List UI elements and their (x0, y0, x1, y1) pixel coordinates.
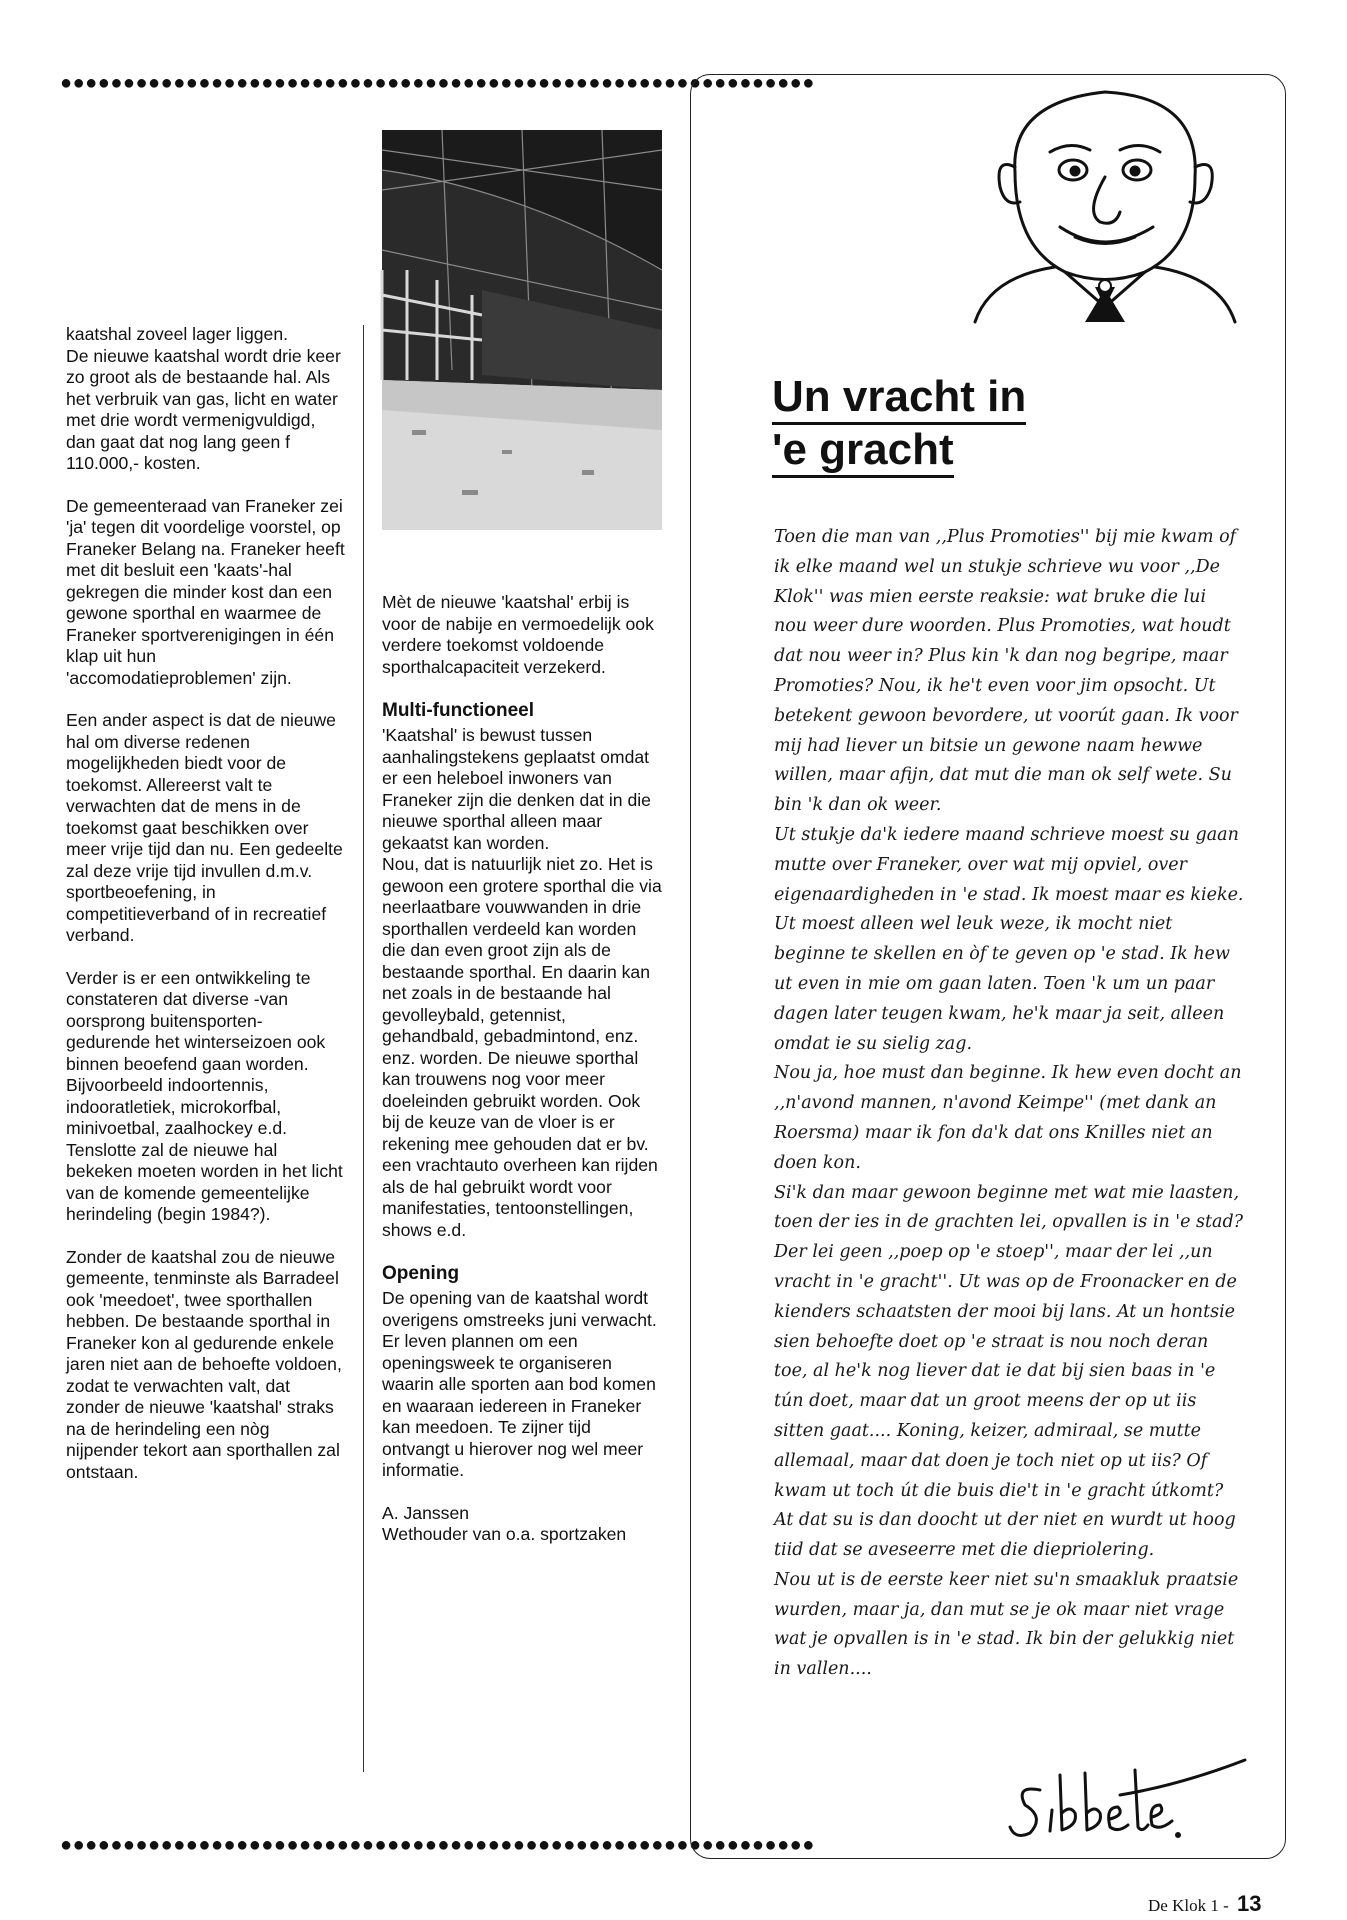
middle-column (382, 592, 662, 1567)
column-text (774, 523, 1244, 1685)
caricature-illustration (955, 62, 1255, 322)
middle-paragraph-1: 'Kaatshal' is bewust tussen aanhalingstekens geplaatst omdat er een heleboel inwoners van Franeker zijn die denken dat in die nieuwe sporthal alleen maar gekaatst kan worden. Nou, dat is natuurlijk niet zo. Het is gewoon een grotere sporthal die via neerlaatbare vouwwanden in drie sporthallen verdeeld kan worden die dan even groot zijn als de bestaande sporthal. En daarin kan net zoals in de bestaande hal gevolleybald, getennist, gehandbald, gebadmintond, enz. enz. worden. De nieuwe sporthal kan trouwens nog voor meer doeleinden gebruikt worden. Ook bij de keuze van de vloer is er rekening mee gehouden dat er bv. een vrachtauto overheen kan rijden als de hal gebruikt wordt voor manifestaties, tentoonstellingen, shows e.d. (382, 725, 662, 1240)
signature (1000, 1755, 1250, 1855)
column-paragraph-2: Ut stukje da'k iedere maand schrieve moest su gaan mutte over Franeker, over wat mij opviel, over eigenaardigheden in 'e stad. Ik moest maar es kieke. Ut moest alleen wel leuk weze, ik mocht niet beginne te skellen en òf te geven op 'e stad. Ik hew ut even in mie om gaan laten. Toen 'k um un paar dagen later teugen kwam, he'k maar ja seit, alleen omdat ie su sielig zag. (774, 824, 1244, 1054)
author-credit: A. Janssen Wethouder van o.a. sportzaken (382, 1502, 627, 1544)
column-title (772, 372, 1026, 478)
column-paragraph-4: Si'k dan maar gewoon beginne met wat mie laasten, toen der ies in de grachten lei, opvallen is in 'e stad? Der lei geen ,,poep op 'e stoep'', maar der lei ,,un vracht in 'e gracht''. Ut was op de Froonacker en de kienders schaatsten der mooi bij lans. At un hontsie sien behoefte doet op 'e straat is nou noch deran toe, al he'k nog liever dat ie dat bij sien baas in 'e tún doet, maar dat un groot meens der op ut iis sitten gaat.... Koning, keizer, admiraal, se mutte allemaal, maar dat doen je toch niet op ut iis? Of kwam ut toch út die buis die't in 'e gracht útkomt? At dat su is dan doocht ut der niet en wurdt ut hoog tiid dat se aveseerre met die diepriolering. (774, 1182, 1244, 1561)
column-paragraph-5: Nou ut is de eerste keer niet su'n smaakluk praatsie wurden, maar ja, dan mut se je ok maar niet vrage wat je opvallen is in 'e stad. Ik bin der gelukkig niet in vallen.... (774, 1569, 1239, 1680)
left-paragraph-2: De gemeenteraad van Franeker zei 'ja' tegen dit voordelige voorstel, op Franeker Belang na. Franeker heeft met dit besluit een 'kaats'-hal gekregen die minder kost dan een gewone sporthal en waarmee de Franeker sportverenigingen in één klap uit hun 'accomodatieproblemen' zijn. (66, 495, 345, 688)
left-paragraph-3: Een ander aspect is dat de nieuwe hal om diverse redenen mogelijkheden biedt voor de toekomst. Allereerst valt te verwachten dat de mens in de toekomst gaat beschikken over meer vrije tijd dan nu. Een gedeelte zal deze vrije tijd invullen d.m.v. sportbeoefening, in competitieverband of in recreatief verband. (66, 710, 343, 945)
column-divider (363, 325, 364, 1772)
column-title-line-1: Un vracht in (772, 372, 1026, 425)
column-title-line-2: 'e gracht (772, 425, 954, 478)
page-number: 13 (1237, 1891, 1262, 1916)
sports-hall-photo (382, 130, 662, 530)
column-paragraph-1: Toen die man van ,,Plus Promoties'' bij mie kwam of ik elke maand wel un stukje schrieve wu voor ,,De Klok'' was mien eerste reaksie: wat bruke die lui nou weer dure woorden. Plus Promoties, wat houdt dat nou weer in? Plus kin 'k dan nog begripe, maar Promoties? Nou, ik he't even voor jim opsocht. Ut betekent gewoon bevordere, ut voorút gaan. Ik voor mij had liever un bitsie un gewone naam hewwe willen, maar afijn, dat mut die man ok self wete. Su bin 'k dan ok weer. (774, 527, 1238, 816)
column-paragraph-3: Nou ja, hoe must dan beginne. Ik hew even docht an ,,n'avond mannen, n'avond Keimpe'' (met dank an Roersma) maar ik fon da'k dat ons Knilles niet an doen kon. (774, 1063, 1242, 1173)
left-column (66, 324, 346, 1504)
left-paragraph-1: kaatshal zoveel lager liggen. De nieuwe kaatshal wordt drie keer zo groot als de bestaande hal. Als het verbruik van gas, licht en water met drie wordt vermenigvuldigd, dan gaat dat nog lang geen f 110.000,- kosten. (66, 324, 341, 473)
left-paragraph-4: Verder is er een ontwikkeling te constateren dat diverse -van oorsprong buitensporten- gedurende het winterseizoen ook binnen beoefend gaan worden. Bijvoorbeeld indoortennis, indooratletiek, microkorfbal, minivoetbal, zaalhockey e.d. Tenslotte zal de nieuwe hal bekeken moeten worden in het licht van de komende gemeentelijke herindeling (begin 1984?). (66, 967, 343, 1224)
magazine-name: De Klok 1 (1148, 1896, 1219, 1915)
middle-intro: Mèt de nieuwe 'kaatshal' erbij is voor de nabije en vermoedelijk ook verdere toekomst voldoende sporthalcapaciteit verzekerd. (382, 592, 654, 677)
page-footer (1148, 1891, 1261, 1917)
subheading-opening: Opening (382, 1263, 460, 1284)
subheading-multi-functioneel: Multi-functioneel (382, 700, 534, 721)
middle-paragraph-2: De opening van de kaatshal wordt overigens omstreeks juni verwacht. Er leven plannen om een openingsweek te organiseren waarin alle sporten aan bod komen en waaraan iedereen in Franeker kan meedoen. Te zijner tijd ontvangt u hierover nog wel meer informatie. (382, 1288, 657, 1480)
footer-separator: - (1223, 1896, 1229, 1915)
dotted-rule-top: ●●●●●●●●●●●●●●●●●●●●●●●●●●●●●●●●●●●●●●●●●●●●●●●●●●●●●●●●●●●● (60, 72, 815, 94)
dotted-rule-bottom: ●●●●●●●●●●●●●●●●●●●●●●●●●●●●●●●●●●●●●●●●●●●●●●●●●●●●●●●●●●●● (60, 1834, 815, 1856)
left-paragraph-5: Zonder de kaatshal zou de nieuwe gemeente, tenminste als Barradeel ook 'meedoet', twee sporthallen hebben. De bestaande sporthal in Franeker kon al gedurende enkele jaren niet aan de behoefte voldoen, zodat te verwachten valt, dat zonder de nieuwe 'kaatshal' straks na de herindeling een nòg nijpender tekort aan sporthallen zal ontstaan. (66, 1246, 342, 1482)
